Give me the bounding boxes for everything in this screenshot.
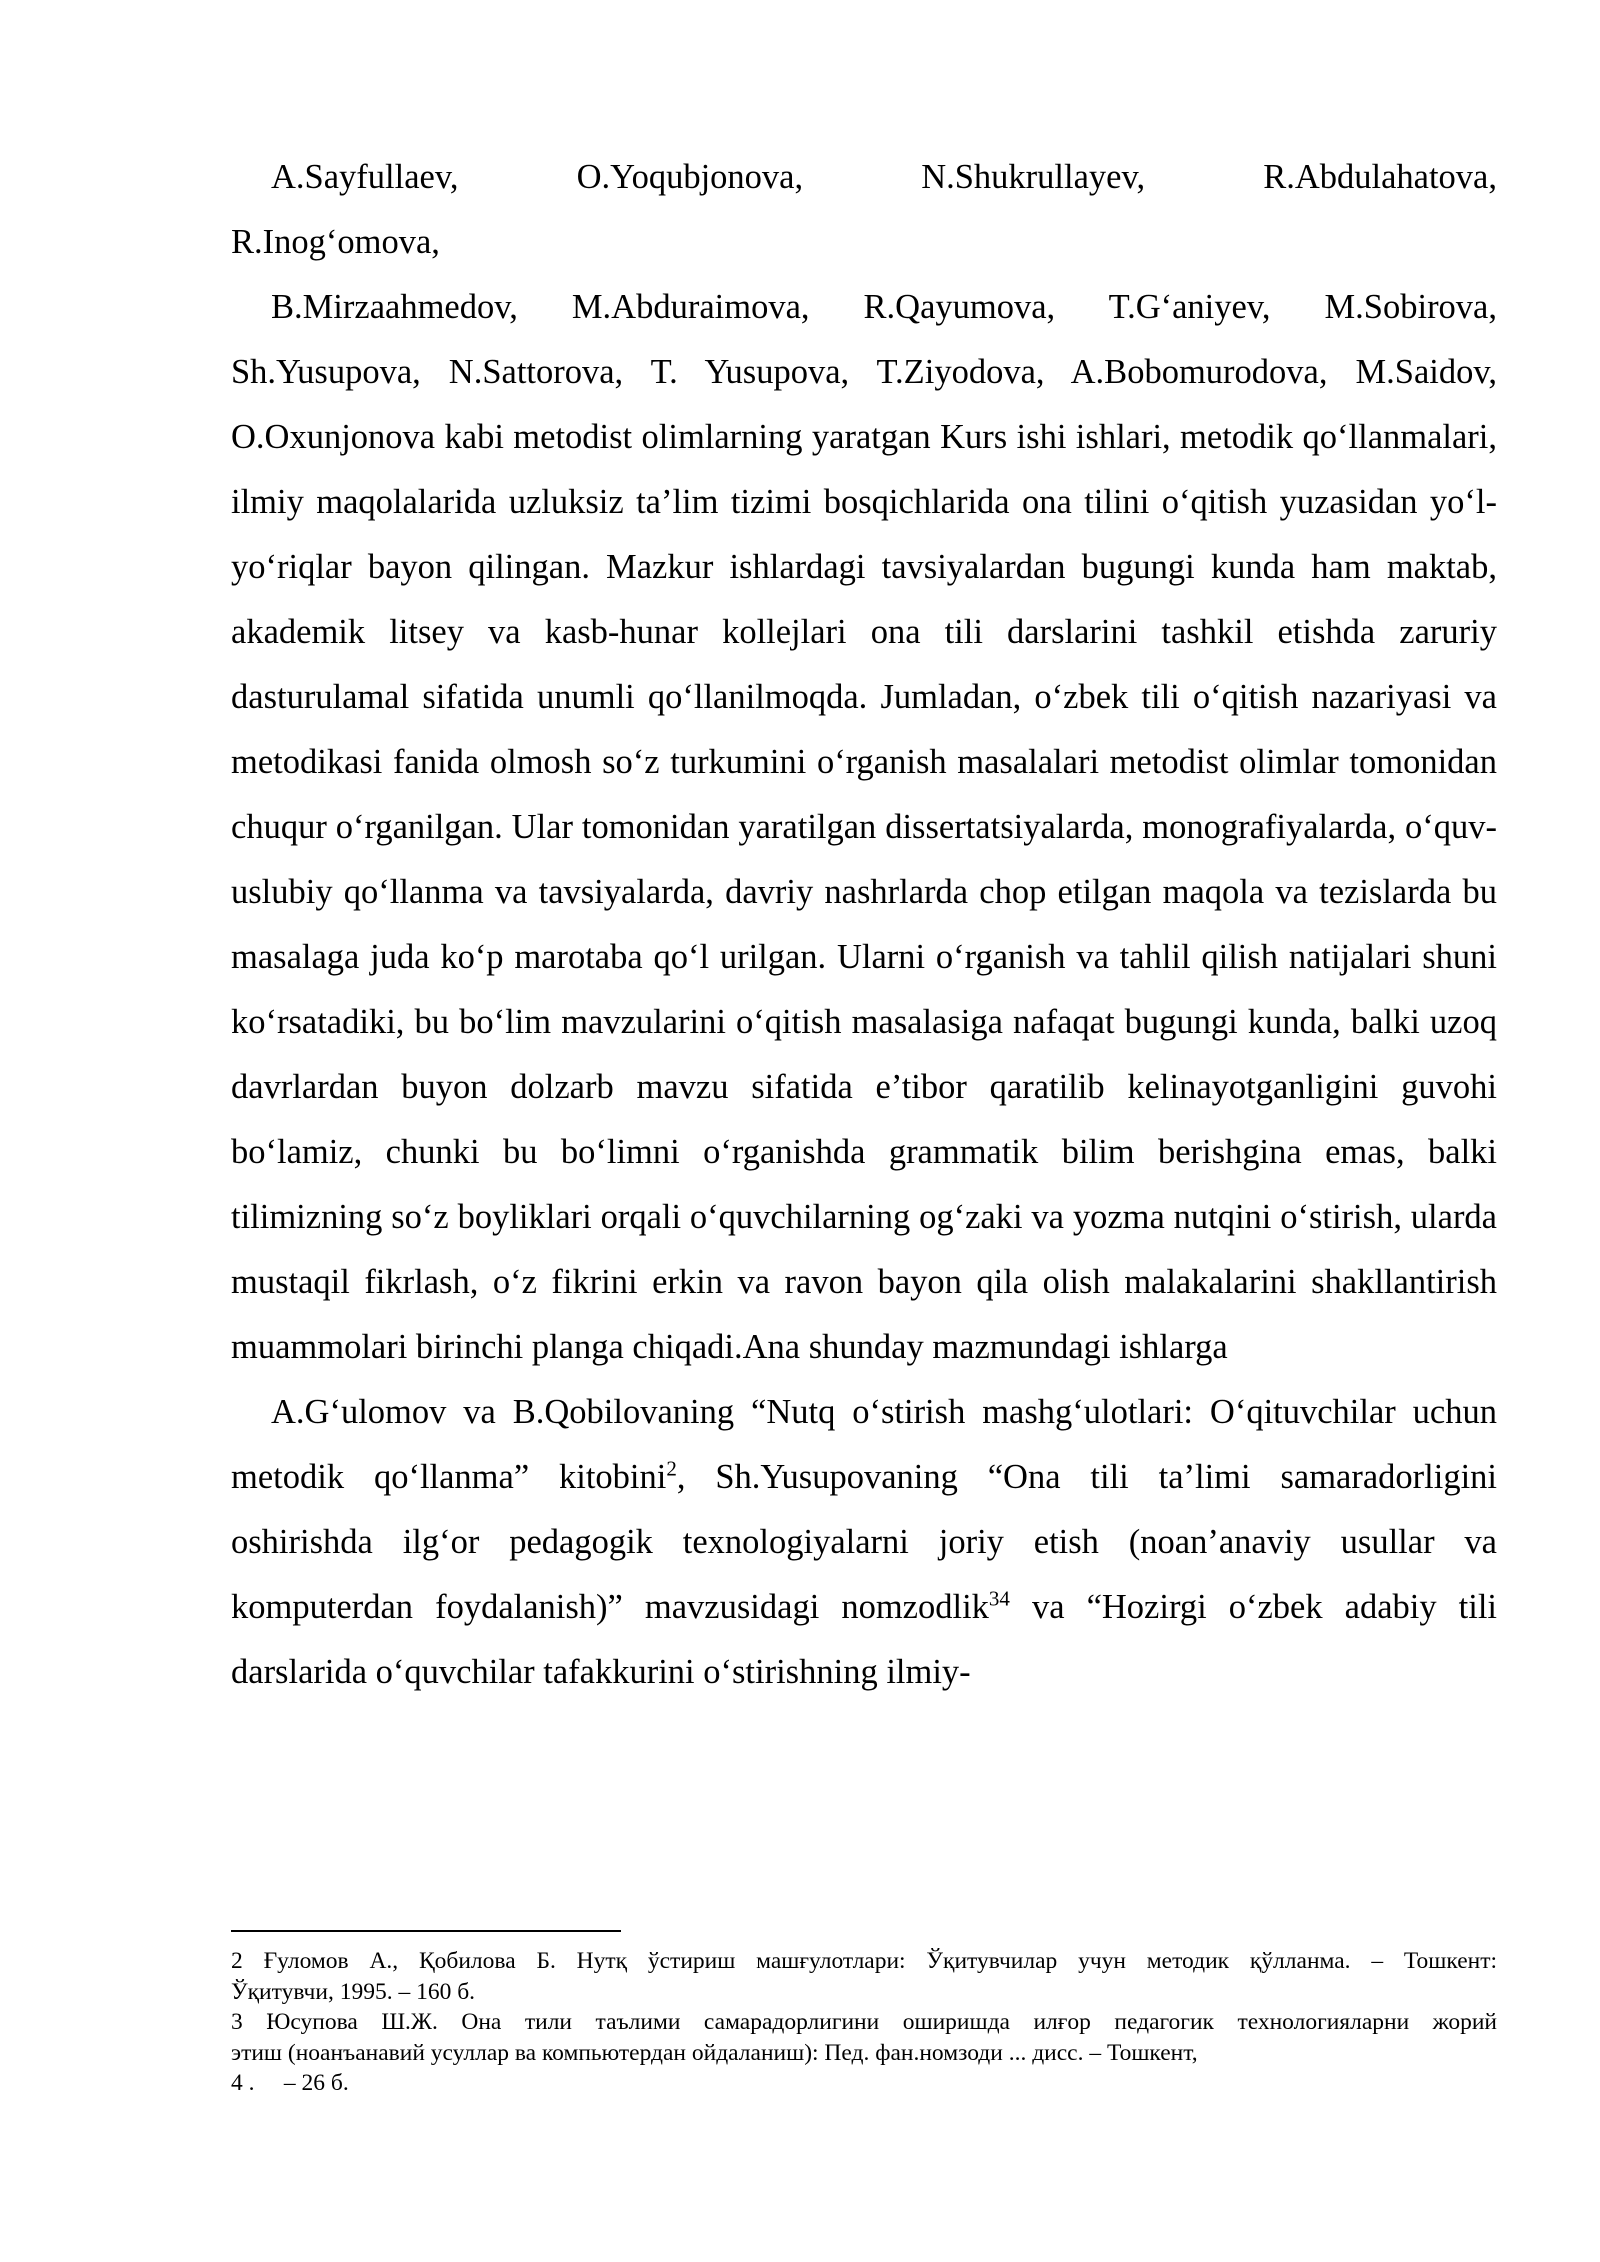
- footnote-3-line-1: 3 Юсупова Ш.Ж. Она тили таълими самарадорлигини оширишда илғор педагогик технологияларни жорий: [231, 2009, 1497, 2035]
- footnote-ref-2[interactable]: 2: [666, 1456, 677, 1481]
- paragraph-author-list-line-2: R.Inog‘omova,: [231, 223, 440, 261]
- footnote-3-line-2: этиш (ноанъанавий усуллар ва компьютердан ойдаланиш): Пед. фан.номзоди ... дисс. – Тошкент,: [231, 2039, 1198, 2066]
- paragraph-methodists: [231, 275, 1497, 1380]
- footnote-separator: [231, 1930, 621, 1932]
- footnote-ref-34[interactable]: 34: [988, 1586, 1010, 1611]
- paragraph-author-list-line-1: A.Sayfullaev, O.Yoqubjonova, N.Shukrullayev, R.Abdulahatova,: [271, 158, 1497, 196]
- footnote-3: [231, 2007, 1497, 2099]
- body-text: [231, 145, 1497, 1705]
- paragraph-works-part-1: A.G‘ulomov va B.Qobilovaning “Nutq o‘stirish mashg‘ulotlari: O‘qituvchilar uchun metodik qo‘llanma” kitobini: [231, 1393, 1497, 1496]
- paragraph-works-part-2: , Sh.Yusupovaning “Ona tili ta’limi samaradorligini oshirishda ilg‘or pedagogik texnologiyalarni joriy etish (noan’anaviy usullar va komputerdan foydalanish)” mavzusidagi nomzodlik: [231, 1458, 1497, 1626]
- paragraph-author-list: [231, 145, 1497, 210]
- footnotes: [231, 1946, 1497, 2099]
- paragraph-works-part-3: va “Hozirgi o‘zbek adabiy tili darslarida o‘quvchilar tafakkurini o‘stirishning ilmiy-: [231, 1588, 1497, 1691]
- paragraph-methodists-text: B.Mirzaahmedov, M.Abduraimova, R.Qayumova, T.G‘aniyev, M.Sobirova, Sh.Yusupova, N.Sattorova, T. Yusupova, T.Ziyodova, A.Bobomurodova, M.Saidov, O.Oxunjonova kabi metodist olimlarning yaratgan Kurs ishi ishlari, metodik qo‘llanmalari, ilmiy maqolalarida uzluksiz ta’lim tizimi bosqichlarida ona tilini o‘qitish yuzasidan yo‘l-yo‘riqlar bayon qilingan. Mazkur ishlardagi tavsiyalardan bugungi kunda ham maktab, akademik litsey va kasb-hunar kollejlari ona tili darslarini tashkil etishda zaruriy dasturulamal sifatida unumli qo‘llanilmoqda. Jumladan, o‘zbek tili o‘qitish nazariyasi va metodikasi fanida olmosh so‘z turkumini o‘rganish masalalari metodist olimlar tomonidan chuqur o‘rganilgan. Ular tomonidan yaratilgan dissertatsiyalarda, monografiyalarda, o‘quv-uslubiy qo‘llanma va tavsiyalarda, davriy nashrlarda chop etilgan maqola va tezislarda bu masalaga juda ko‘p marotaba qo‘l urilgan. Ularni o‘rganish va tahlil qilish natijalari shuni ko‘rsatadiki, bu bo‘lim mavzularini o‘qitish masalasiga nafaqat bugungi kunda, balki uzoq davrlardan buyon dolzarb mavzu sifatida e’tibor qaratilib kelinayotganligini guvohi bo‘lamiz, chunki bu bo‘limni o‘rganishda grammatik bilim berishgina emas, balki tilimizning so‘z boyliklari orqali o‘quvchilarning og‘zaki va yozma nutqini o‘stirish, ularda mustaqil fikrlash, o‘z fikrini erkin va ravon bayon qila olish malakalarini shakllantirish muammolari birinchi planga chiqadi.Ana shunday mazmundagi ishlarga: [231, 288, 1497, 1366]
- paragraph-works: [231, 1380, 1497, 1705]
- footnote-3-line-3: 4 . – 26 б.: [231, 2070, 349, 2096]
- paragraph-author-list-continuation: [231, 210, 1497, 275]
- footnote-2: [231, 1946, 1497, 2007]
- footnote-2-line-2: Ўқитувчи, 1995. – 160 б.: [231, 1978, 476, 2005]
- footnote-2-line-1: 2 Ғуломов А., Қобилова Б. Нутқ ўстириш машғулотлари: Ўқитувчилар учун методик қўлланма. – Тошкент:: [231, 1948, 1497, 1974]
